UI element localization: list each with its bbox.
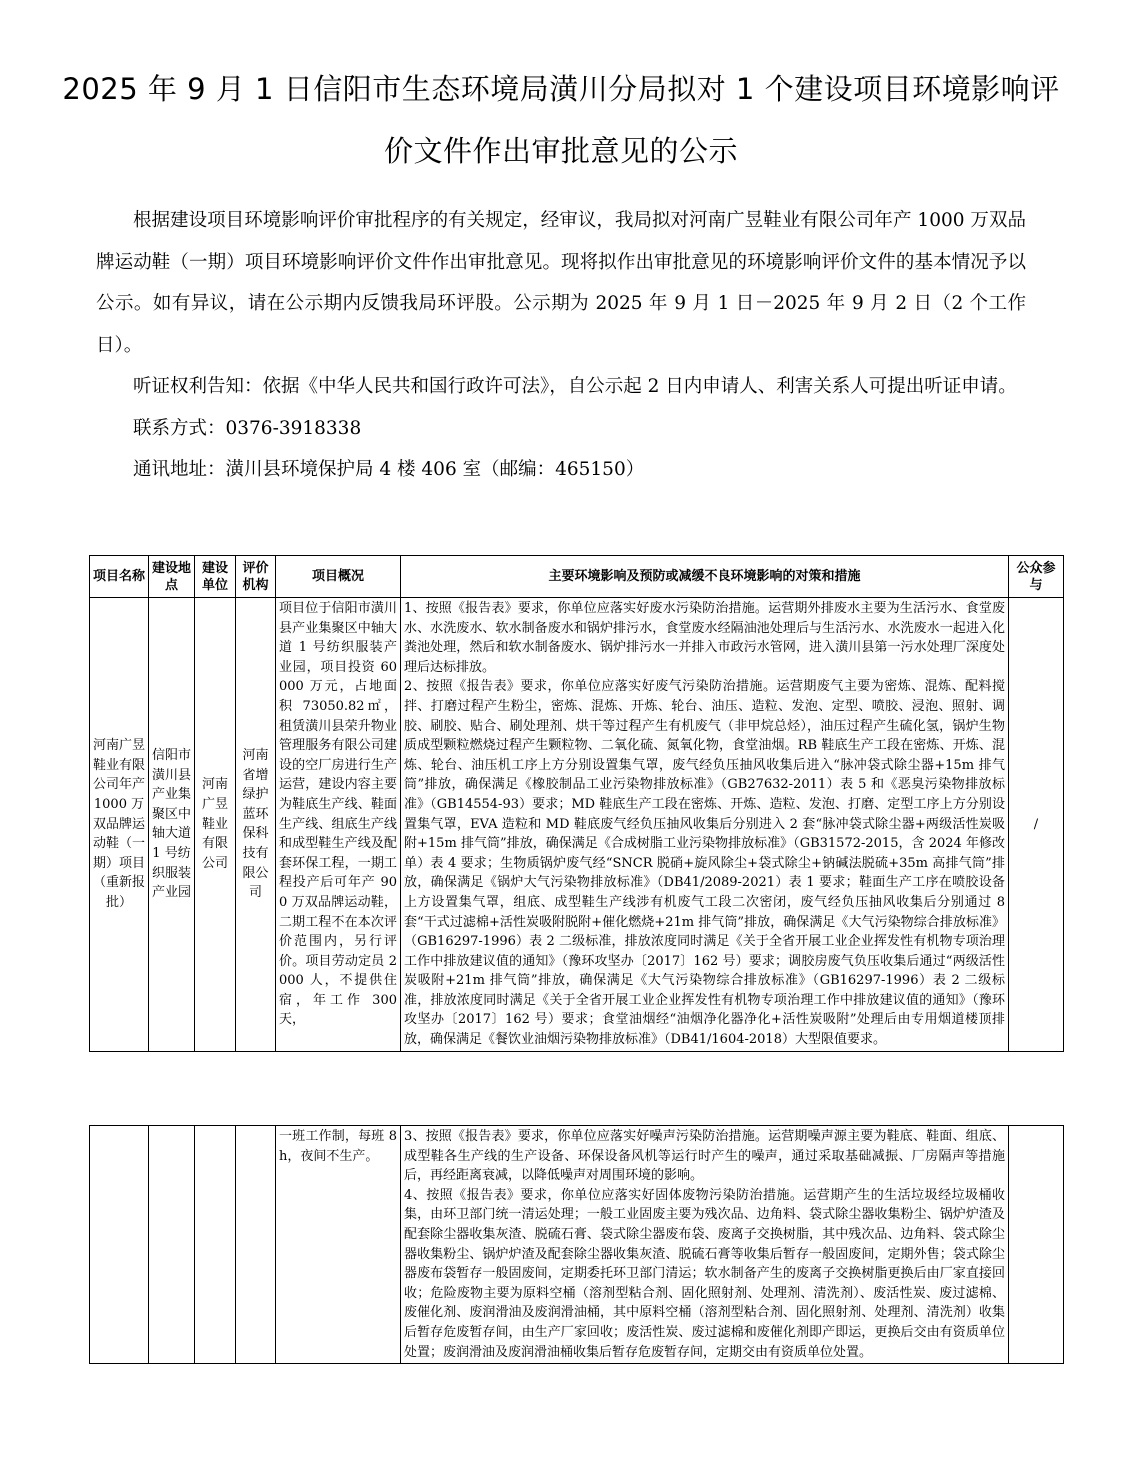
address-line: 通讯地址：潢川县环境保护局 4 楼 406 室（邮编：465150） [133,459,645,480]
measure-item: 2、按照《报告表》要求，你单位应落实好废气污染防治措施。运营期废气主要为密炼、混炼、配料搅拌、打磨过程产生粉尘，密炼、混炼、开炼、轮台、油压、造粒、发泡、定型、喷胶、浸泡、照射、调胶、刷胶、贴合、刷处理剂、烘干等过程产生有机废气（非甲烷总烃），油压过程产生硫化氢，锅炉生物质成型颗粒燃烧过程产生颗粒物、二氧化硫、氮氧化物，食堂油烟。RB 鞋底生产工段在密炼、开炼、混炼、轮台、油压机工序上方分别设置集气罩，废气经负压抽风收集后进入“脉冲袋式除尘器+15m 排气筒”排放，确保满足《橡胶制品工业污染物排放标准》（GB27632-2011）表 5 和《恶臭污染物排放标准》（GB14554-93）要求；MD 鞋底生产工段在密炼、开炼、造粒、发泡、打磨、定型工序上方分别设置集气罩，EVA 造粒和 MD 鞋底废气经负压抽风收集后分别进入 2 套“脉冲袋式除尘器+两级活性炭吸附+15m 排气筒”排放，确保满足《合成树脂工业污染物排放标准》（GB31572-2015，含 2024 年修改单）表 4 要求；生物质锅炉废气经“SNCR 脱硝+旋风除尘+袋式除尘+钠碱法脱硫+35m 高排气筒”排放，确保满足《锅炉大气污染物排放标准》（DB41/2089-2021）表 1 要求；鞋面生产工序在喷胶设备上方设置集气罩，组底、成型鞋生产线涉有机废气工段二次密闭，废气经负压抽风收集后分别通过 8 套“干式过滤棉+活性炭吸附脱附+催化燃烧+21m 排气筒”排放，确保满足《大气污染物综合排放标准》（GB16297-1996）表 2 二级标准，排放浓度同时满足《关于全省开展工业企业挥发性有机物专项治理工作中排放建议值的通知》（豫环攻坚办〔2017〕162 号）要求；调胶房废气负压收集后通过“两级活性炭吸附+21m 排气筒”排放，确保满足《大气污染物综合排放标准》（GB16297-1996）表 2 二级标准，排放浓度同时满足《关于全省开展工业企业挥发性有机物专项治理工作中排放建议值的通知》（豫环攻坚办〔2017〕162 号）要求；食堂油烟经“油烟净化器净化+活性炭吸附”处理后由专用烟道楼顶排放，确保满足《餐饮业油烟污染物排放标准》（DB41/1604-2018）大型限值要求。 [404,679,1005,1048]
table-row [90,1126,1064,1364]
project-table-continued [89,1125,1064,1364]
intro-paragraph: 根据建设项目环境影响评价审批程序的有关规定，经审议，我局拟对河南广昱鞋业有限公司年产 1000 万双品牌运动鞋（一期）项目环境影响评价文件作出审批意见。现将拟作出审批意见的环境影响评价文件的基本情况予以公示。如有异议，请在公示期内反馈我局环评股。公示期为 2025 年 9 月 1 日－2025 年 9 月 2 日（2 个工作日）。 [96,210,1026,356]
contact-line: 联系方式：0376-3918338 [133,417,362,439]
notice-body [96,200,1026,491]
table-row [90,598,1064,1052]
header-builder: 建设单位 [195,556,236,598]
header-agency: 评价机构 [236,556,276,598]
cell-empty [236,1126,276,1364]
cell-measures-continued [401,1126,1009,1364]
cell-location: 信阳市潢川县产业集聚区中轴大道 1 号纺织服装产业园 [149,598,195,1052]
cell-builder: 河南广昱鞋业有限公司 [195,598,236,1052]
cell-measures [401,598,1009,1052]
measure-item: 3、按照《报告表》要求，你单位应落实好噪声污染防治措施。运营期噪声源主要为鞋底、鞋面、组底、成型鞋各生产线的生产设备、环保设备风机等运行时产生的噪声，通过采取基础减振、厂房隔声等措施后，再经距离衰减，以降低噪声对周围环境的影响。 [404,1129,1005,1184]
header-project-name: 项目名称 [90,556,149,598]
measure-item: 4、按照《报告表》要求，你单位应落实好固体废物污染防治措施。运营期产生的生活垃圾经垃圾桶收集，由环卫部门统一清运处理；一般工业固废主要为残次品、边角料、袋式除尘器收集粉尘、锅炉炉渣及配套除尘器收集灰渣、脱硫石膏、袋式除尘器废布袋、废离子交换树脂，其中残次品、边角料、袋式除尘器收集粉尘、锅炉炉渣及配套除尘器收集灰渣、脱硫石膏等收集后暂存一般固废间，定期外售；袋式除尘器废布袋暂存一般固废间，定期委托环卫部门清运；软水制备产生的废离子交换树脂更换后由厂家直接回收；危险废物主要为原料空桶（溶剂型粘合剂、固化照射剂、处理剂、清洗剂）、废活性炭、废过滤棉、废催化剂、废润滑油及废润滑油桶，其中原料空桶（溶剂型粘合剂、固化照射剂、处理剂、清洗剂）收集后暂存危废暂存间，由生产厂家回收；废活性炭、废过滤棉和废催化剂即产即运，更换后交由有资质单位处置；废润滑油及废润滑油桶收集后暂存危废暂存间，定期交由有资质单位处置。 [404,1187,1005,1360]
cell-project-name: 河南广昱鞋业有限公司年产 1000 万双品牌运动鞋（一期）项目（重新报批） [90,598,149,1052]
cell-overview: 项目位于信阳市潢川县产业集聚区中轴大道 1 号纺织服装产业园，项目投资 60000 万元，占地面积 73050.82㎡，租赁潢川县荣升物业管理服务有限公司建设的空厂房进行生产运营，建设内容主要为鞋底生产线、鞋面生产线、组底生产线和成型鞋生产线及配套环保工程，一期工程投产后可年产 900 万双品牌运动鞋，二期工程不在本次评价范围内，另行评价。项目劳动定员 2000 人，不提供住宿，年工作 300 天， [276,598,401,1052]
hearing-paragraph: 听证权利告知：依据《中华人民共和国行政许可法》，自公示起 2 日内申请人、利害关系人可提出听证申请。 [133,376,1017,397]
header-measures: 主要环境影响及预防或减缓不良环境影响的对策和措施 [401,556,1009,598]
cell-agency: 河南省增绿护蓝环保科技有限公司 [236,598,276,1052]
cell-empty [90,1126,149,1364]
cell-empty [195,1126,236,1364]
cell-empty [149,1126,195,1364]
header-location: 建设地点 [149,556,195,598]
cell-public: / [1009,598,1064,1052]
header-overview: 项目概况 [276,556,401,598]
page-title: 2025 年 9 月 1 日信阳市生态环境局潢川分局拟对 1 个建设项目环境影响评价文件作出审批意见的公示 [62,72,1060,168]
cell-empty [1009,1126,1064,1364]
measure-item: 1、按照《报告表》要求，你单位应落实好废水污染防治措施。运营期外排废水主要为生活污水、食堂废水、水洗废水、软水制备废水和锅炉排污水，食堂废水经隔油池处理后与生活污水、水洗废水一起进入化粪池处理，然后和软水制备废水、锅炉排污水一并排入市政污水管网，进入潢川县第一污水处理厂深度处理后达标排放。 [404,601,1005,675]
cell-overview-continued: 一班工作制，每班 8h，夜间不生产。 [276,1126,401,1364]
table-header-row [90,556,1064,598]
header-public: 公众参与 [1009,556,1064,598]
project-table [89,555,1064,1052]
